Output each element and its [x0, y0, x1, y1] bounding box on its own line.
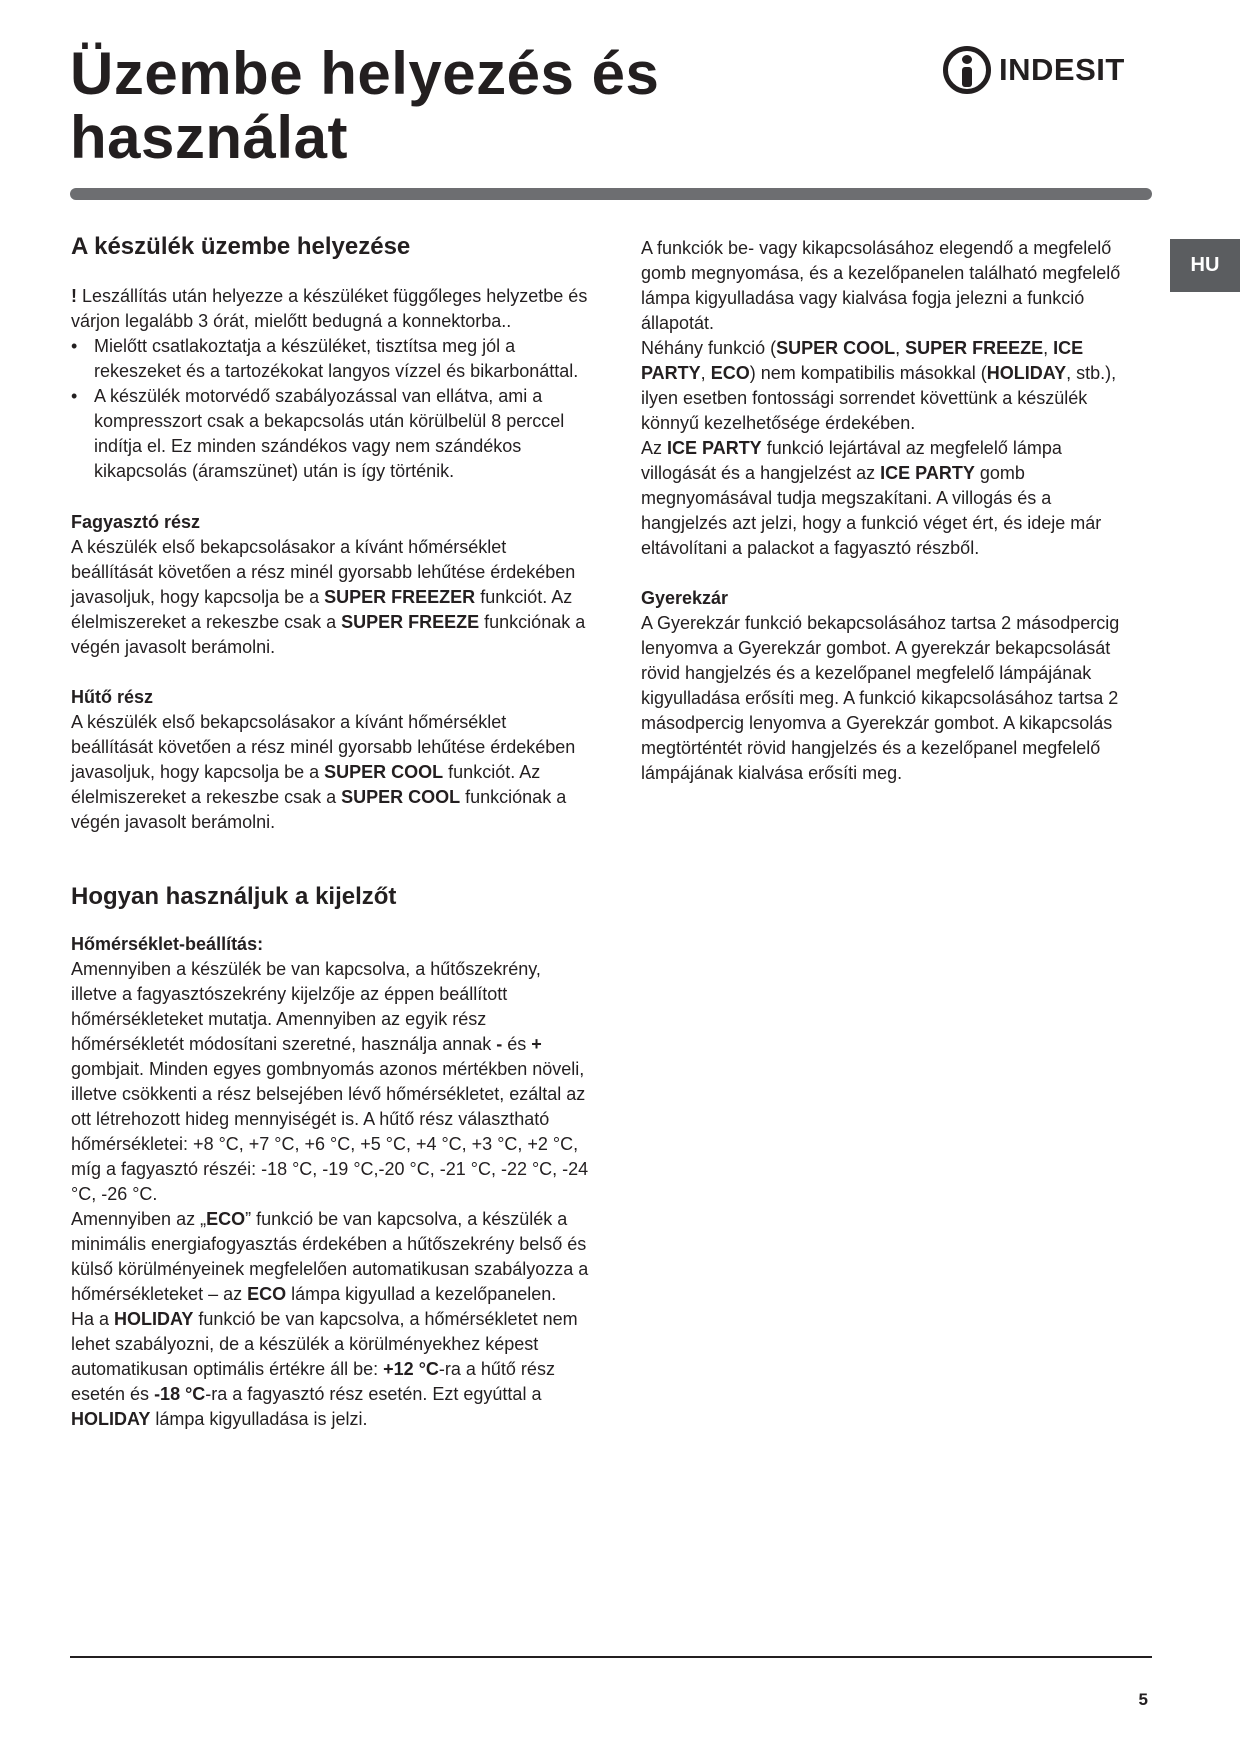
header-divider — [70, 188, 1152, 200]
childlock-heading: Gyerekzár — [641, 588, 729, 608]
fridge-paragraph: A készülék első bekapcsolásakor a kívánt hőmérséklet beállítását követően a rész minél gyorsabb lehűtése érdekében javasoljuk, hogy kapcsolja be a SUPER COOL funkciót. Az élelmiszereket a rekeszbe csak a SUPER COOL funkciónak a végén javasolt berámolni. — [71, 712, 576, 832]
installation-bullets — [71, 334, 591, 484]
page-number: 5 — [1138, 1690, 1148, 1709]
language-tab: HU — [1170, 239, 1240, 292]
freezer-paragraph: A készülék első bekapcsolásakor a kívánt hőmérséklet beállítását követően a rész minél gyorsabb lehűtése érdekében javasoljuk, hogy kapcsolja be a SUPER FREEZER funkciót. Az élelmiszereket a rekeszbe csak a SUPER FREEZE funkciónak a végén javasolt berámolni. — [71, 537, 586, 657]
freezer-heading: Fagyasztó rész — [71, 512, 201, 532]
page-title — [70, 42, 659, 170]
functions-intro: A funkciók be- vagy kikapcsolásához elegendő a megfelelő gomb megnyomása, és a kezelőpanelen található megfelelő lámpa kigyulladása vagy kialvása fogja jelezni a funkció állapotát. — [641, 238, 1121, 333]
indesit-i-icon — [943, 46, 991, 94]
footer-divider — [70, 1656, 1152, 1658]
list-item: • A készülék motorvédő szabályozással van ellátva, ami a kompresszort csak a bekapcsolás után körülbelül 8 perccel indítja el. Ez minden szándékos vagy nem szándékos kikapcsolás (áramszünet) után is így történik. — [71, 384, 591, 484]
functions-compatibility: Néhány funkció (SUPER COOL, SUPER FREEZE, ICE PARTY, ECO) nem kompatibilis másokkal (HOLIDAY, stb.), ilyen esetben fontossági sorrendet követtünk a készülék könnyű kezelhetősége érdekében. — [641, 338, 1117, 433]
left-column — [71, 232, 591, 1432]
eco-paragraph: Amennyiben az „ECO” funkció be van kapcsolva, a készülék a minimális energiafogyasztás érdekében a hűtőszekrény belső és külső körülményeinek megfelelően automatikusan szabályozza a hőmérsékleteket – az ECO lámpa kigyullad a kezelőpanelen. — [71, 1209, 589, 1304]
ice-party-paragraph: Az ICE PARTY funkció lejártával az megfelelő lámpa villogását és a hangjelzést az ICE PARTY gomb megnyomásával tudja megszakítani. A villogás és a hangjelzés azt jelzi, hogy a funkció véget ért, és ideje már eltávolítani a palackot a fagyasztó részből. — [641, 438, 1102, 558]
temperature-paragraph: Amennyiben a készülék be van kapcsolva, a hűtőszekrény, illetve a fagyasztószekrény kijelzője az éppen beállított hőmérsékleteket mutatja. Amennyiben az egyik rész hőmérsékletét módosítani szeretné, használja annak - és + gombjait. Minden egyes gombnyomás azonos mértékben növeli, illetve csökkenti a rész belsejében lévő hőmérsékletet, ezáltal az ott létrehozott hideg mennyiségét is. A hűtő rész választható hőmérsékletei: +8 °C, +7 °C, +6 °C, +5 °C, +4 °C, +3 °C, +2 °C, míg a fagyasztó részéi: -18 °C, -19 °C,-20 °C, -21 °C, -22 °C, -24 °C, -26 °C. — [71, 959, 589, 1204]
right-column — [641, 236, 1141, 786]
title-line-1: Üzembe helyezés és — [70, 40, 660, 107]
fridge-heading: Hűtő rész — [71, 687, 154, 707]
title-line-2: használat — [70, 104, 348, 171]
section-heading-display: Hogyan használjuk a kijelzőt — [71, 883, 397, 910]
indesit-logo — [943, 40, 1125, 100]
brand-name: INDESIT — [999, 52, 1125, 87]
temperature-setting-heading: Hőmérséklet-beállítás: — [71, 934, 264, 954]
installation-warning: ! Leszállítás után helyezze a készüléket függőleges helyzetbe és várjon legalább 3 órát, mielőtt bedugná a konnektorba.. — [71, 286, 588, 331]
section-heading-installation: A készülék üzembe helyezése — [71, 233, 411, 260]
list-item: • Mielőtt csatlakoztatja a készüléket, tisztítsa meg jól a rekeszeket és a tartozékokat langyos vízzel és bikarbonáttal. — [71, 334, 591, 384]
holiday-paragraph: Ha a HOLIDAY funkció be van kapcsolva, a hőmérsékletet nem lehet szabályozni, de a készülék a körülményekhez képest automatikusan optimális értékre áll be: +12 °C-ra a hűtő rész esetén és -18 °C-ra a fagyasztó rész esetén. Ezt egyúttal a HOLIDAY lámpa kigyulladása is jelzi. — [71, 1309, 578, 1429]
childlock-paragraph: A Gyerekzár funkció bekapcsolásához tartsa 2 másodpercig lenyomva a Gyerekzár gombot. A gyerekzár bekapcsolását rövid hangjelzés és a kezelőpanel megfelelő lámpájának kigyulladása erősíti meg. A funkció kikapcsolásához tartsa 2 másodpercig lenyomva a Gyerekzár gombot. A kikapcsolás megtörténtét rövid hangjelzés és a kezelőpanel megfelelő lámpájának kialvása erősíti meg. — [641, 613, 1120, 783]
warning-mark: ! — [71, 286, 77, 306]
